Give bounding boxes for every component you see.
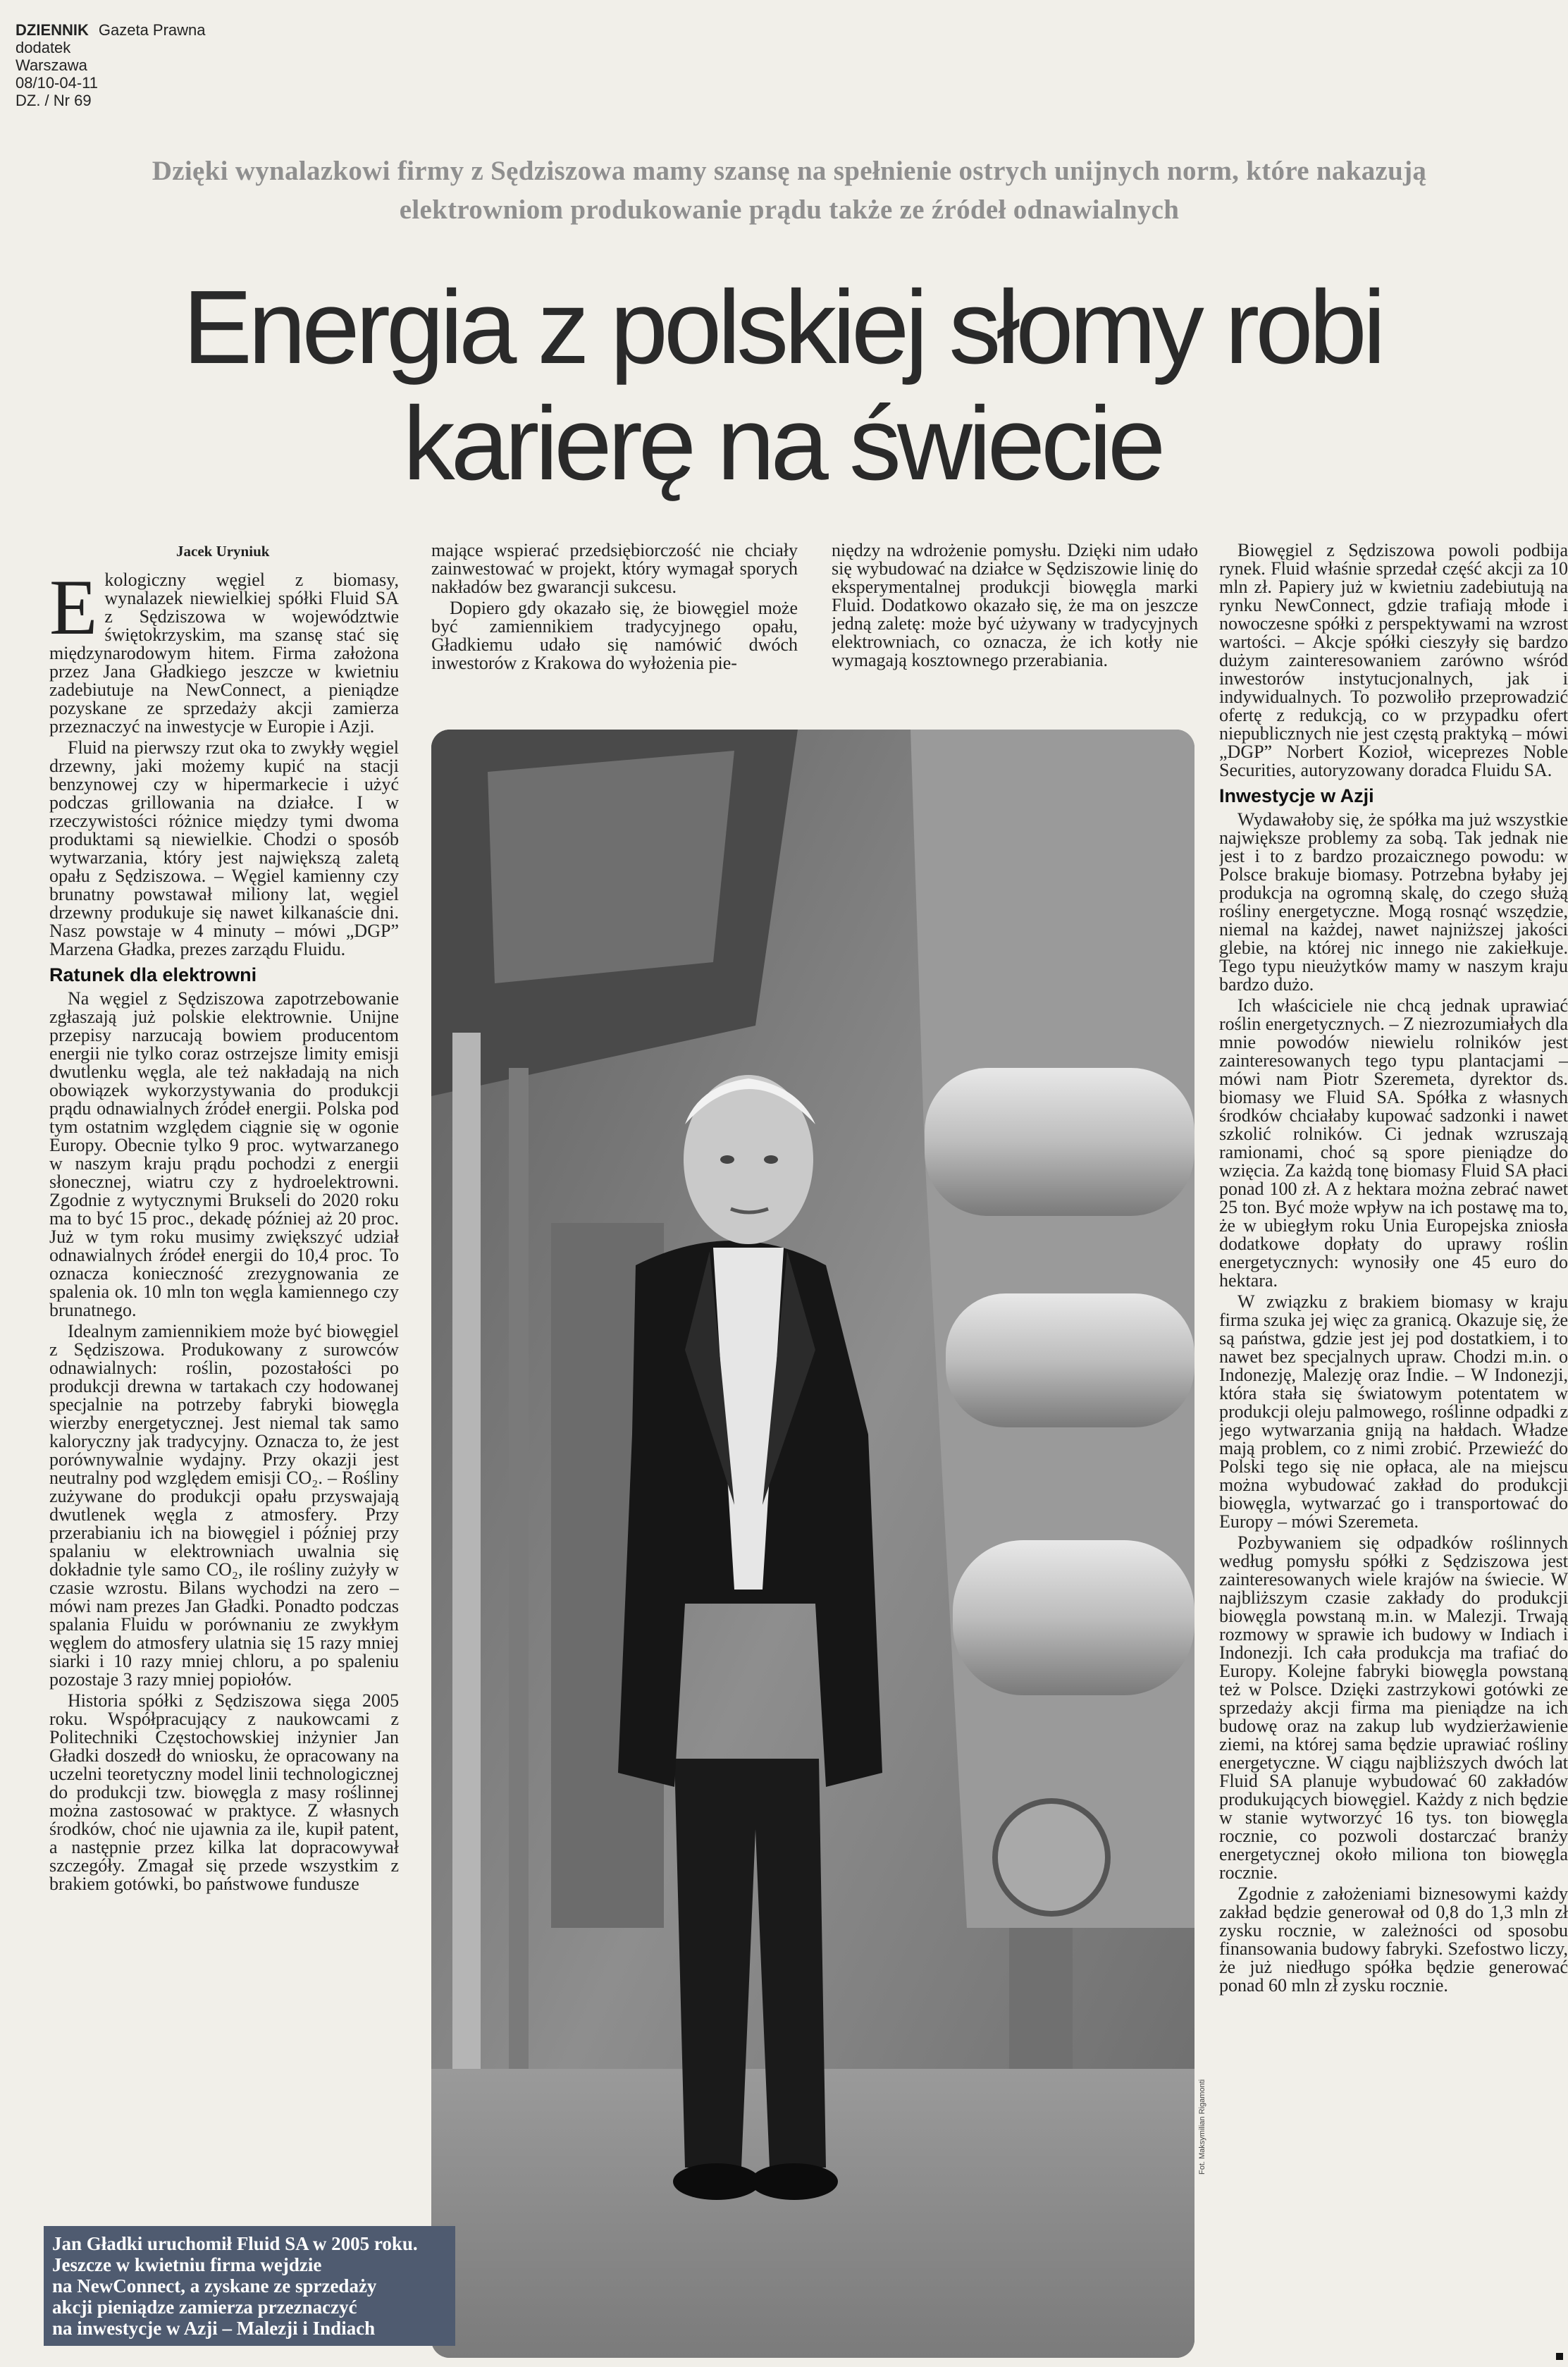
end-mark [1556,2353,1563,2360]
masthead-city: Warszawa [16,56,87,74]
masthead [16,21,206,109]
paragraph: Wydawałoby się, że spółka ma już wszystkie największe problemy za sobą. Tak jednak nie jest i to z bardzo prozaicznego powodu: w Polsce brakuje biomasy. Potrzebna byłaby jej produkcja na ogromną skalę, do czego służą rośliny energetyczne. Mogą rosnąć wszędzie, niemal na każdej, nawet najniższej jakości glebie, na której nic innego nie zakiełkuje. Tego typu nieużytków mamy w naszym kraju bardzo dużo. [1219,809,1568,995]
paragraph: mające wspierać przedsiębiorczość nie chciały zainwestować w projekt, który wymagał sporych nakładów bez gwarancji sukcesu. [431,541,798,597]
caption-line: Jan Gładki uruchomił Fluid SA w 2005 roku. [52,2233,418,2254]
subheading: Inwestycje w Azji [1219,785,1374,806]
article-column-3 [832,541,1198,722]
photo-credit: Fot. Maksymilian Rigamonti [1198,2079,1206,2175]
caption-line: na NewConnect, a zyskane ze sprzedaży [52,2275,377,2297]
masthead-section: dodatek [16,39,71,56]
kicker [63,152,1515,229]
paragraph: Dopiero gdy okazało się, że biowęgiel może być zamiennikiem tradycyjnego opału, Gładkiemu udało się namówić dwóch inwestorów z Krakowa do wyłożenia pie- [431,598,798,673]
paragraph: Idealnym zamiennikiem może być biowęgiel z Sędziszowa. Produkowany z surowców odnawialnych: roślin, pozostałości po produkcji drewna w tartakach czy hodowanej specjalnie na potrzeby fabryki biowęgla wierzby energetycznej. Jest niemal tak samo kaloryczny jak tradycyjny. Oznacza to, że jest porównywalnie wydajny. Przy okazji jest neutralny pod względem emisji CO₂. – Rośliny zużywane do produkcji opału przyswajają dwutlenek węgla z atmosfery. Przy przerabianiu ich na biowęgiel i później przy spalaniu w elektrowniach uwalnia się dokładnie tyle samo CO₂, ile rośliny zużyły w czasie wzrostu. Bilans wychodzi na zero – mówi nam prezes Jan Gładki. Ponadto podczas spalania Fluidu w porównaniu ze zwykłym węglem do atmosfery ulatnia się 15 razy mniej siarki i 10 razy mniej chloru, a po spaleniu pozostaje 3 razy mniej popiołów. [49,1321,399,1690]
paragraph: kologiczny węgiel z biomasy, wynalazek niewielkiej spółki Fluid SA z Sędziszowa w województwie świętokrzyskim, ma szansę stać się międzynarodowym hitem. Firma założona przez Jana Gładkiego jeszcze w kwietniu zadebiutuje na NewConnect, a pieniądze pozyskane ze sprzedaży akcji zamierza przeznaczyć na inwestycje w Europie i Azji. [49,571,399,737]
article-column-1 [49,571,399,2256]
kicker-line-1: Dzięki wynalazkowi firmy z Sędziszowa mamy szansę na spełnienie ostrych unijnych norm, które nakazują [152,156,1427,186]
paragraph: Pozbywaniem się odpadków roślinnych według pomysłu spółki z Sędziszowa jest zainteresowanych wiele krajów na świecie. W najbliższym czasie zakłady do produkcji biowęgla powstaną m.in. w Malezji. Trwają rozmowy w sprawie ich budowy w Indiach i Indonezji. Ich cała produkcja ma trafiać do Europy. Kolejne fabryki biowęgla powstaną też w Polsce. Dzięki zastrzykowi gotówki ze sprzedaży akcji firma ma pieniądze na ich budowę oraz na zakup lub wydzierżawienie ziemi, na której sama będzie uprawiać rośliny energetyczne. W ciągu najbliższych dwóch lat Fluid SA planuje wybudować 60 zakładów produkujących biowęgiel. Każdy z nich będzie w stanie wytworzyć 16 tys. ton biowęgla rocznie, co pozwoli dostarczać branży energetycznej około miliona ton biowęgla rocznie. [1219,1532,1568,1883]
article-column-2 [431,541,798,722]
headline [70,269,1494,502]
article-photo [431,730,1194,2358]
paragraph: W związku z brakiem biomasy w kraju firma szuka jej więc za granicą. Okazuje się, że są państwa, gdzie jest jej pod dostatkiem, i to nawet bez specjalnych upraw. Chodzi m.in. o Indonezję, Malezję oraz Indie. – W Indonezji, która stała się światowym potentatem w produkcji oleju palmowego, roślinne odpadki z jego wytwarzania gniją na hałdach. Władze mają problem, co z nimi zrobić. Przewieźć do Polski tego się nie opłaca, ale na miejscu można wybudować zakład do produkcji biowęgla, wytwarzać go i transportować do Europy – mówi Szeremeta. [1219,1291,1568,1532]
paragraph: Ich właściciele nie chcą jednak uprawiać roślin energetycznych. – Z niezrozumiałych dla mnie powodów niewielu rolników jest zainteresowanych tego typu plantacjami – mówi nam Piotr Szeremeta, dyrektor ds. biomasy we Fluid SA. Spółka z własnych środków chciałaby kupować sadzonki i nawet szkolić rolników. Ci jednak wzruszają ramionami, choć są spore pieniądze do wzięcia. Za każdą tonę biomasy Fluid SA płaci ponad 100 zł. A z hektara można zebrać nawet 25 ton. Być może wpływ na ich postawę ma to, że w ubiegłym roku Unia Europejska zniosła dodatkowe dopłaty do uprawy roślin energetycznych: wynosiły one 45 euro do hektara. [1219,995,1568,1291]
masthead-title: DZIENNIK [16,21,89,39]
paragraph: Na węgiel z Sędziszowa zapotrzebowanie zgłaszają już polskie elektrownie. Unijne przepisy narzucają bowiem producentom energii nie tylko coraz ostrzejsze limity emisji dwutlenku węgla, ale też nakładają na nich obowiązek wykorzystywania do produkcji prądu odnawialnych źródeł energii. Polska pod tym ostatnim względem ciągnie się w ogonie Europy. Obecnie tylko 9 proc. wytwarzanego w naszym kraju prądu pochodzi z energii słonecznej, wiatru czy z hydroelektrowni. Zgodnie z wytycznymi Brukseli do 2020 roku ma to być 15 proc., dekadę później aż 20 proc. Już w tym roku musimy zwiększyć udział odnawialnych źródeł energii do 10,4 proc. To oznacza konieczność zrezygnowania ze spalenia ok. 10 mln ton węgla kamiennego czy brunatnego. [49,988,399,1320]
paragraph: Zgodnie z założeniami biznesowymi każdy zakład będzie generował od 0,8 do 1,3 mln zł zysku rocznie, w zależności od sposobu finansowania budowy fabryki. Szefostwo liczy, że już niedługo spółka będzie generować ponad 60 mln zł zysku rocznie. [1219,1883,1568,1996]
caption-line: akcji pieniądze zamierza przeznaczyć [52,2297,357,2318]
drop-cap: E [49,571,98,651]
headline-line-2: karierę na świecie [402,386,1162,502]
photo-caption [44,2226,455,2346]
headline-line-1: Energia z polskiej słomy robi [183,269,1382,386]
kicker-line-2: elektrowniom produkowanie prądu także ze źródeł odnawialnych [399,195,1180,225]
caption-line: Jeszcze w kwietniu firma wejdzie [52,2254,322,2275]
caption-line: na inwestycje w Azji – Malezji i Indiach [52,2318,376,2339]
byline: Jacek Uryniuk [176,543,270,560]
masthead-date: 08/10-04-11 [16,74,99,92]
masthead-publication: Gazeta Prawna [98,21,206,39]
article-column-4 [1219,541,1568,2367]
masthead-issue: DZ. / Nr 69 [16,92,92,109]
paragraph: niędzy na wdrożenie pomysłu. Dzięki nim udało się wybudować na działce w Sędziszowie linię do eksperymentalnej produkcji biowęgla marki Fluid. Dodatkowo okazało się, że ma on jeszcze jedną zaletę: może być używany w tradycyjnych elektrowniach, co oznacza, że ich kotły nie wymagają kosztownego przerabiania. [832,541,1198,670]
photo-illustration [431,730,1194,2358]
subheading: Ratunek dla elektrowni [49,964,257,985]
paragraph: Historia spółki z Sędziszowa sięga 2005 roku. Współpracujący z naukowcami z Politechniki Częstochowskiej inżynier Jan Gładki doszedł do wniosku, że opracowany na uczelni teoretyczny model linii technologicznej do produkcji tzw. biowęgla z masy roślinnej można zastosować w praktyce. Z własnych środków, choć nie ujawnia za ile, kupił patent, a następnie przez kilka lat dopracowywał szczegóły. Zmagał się przede wszystkim z brakiem gotówki, bo państwowe fundusze [49,1690,399,1894]
paragraph: Biowęgiel z Sędziszowa powoli podbija rynek. Fluid właśnie sprzedał część akcji za 10 mln zł. Papiery już w kwietniu zadebiutują na rynku NewConnect, gdzie trafiają młode i nowoczesne spółki z perspektywami na wzrost wartości. – Akcje spółki cieszyły się bardzo dużym zainteresowaniem zarówno wśród inwestorów instytucjonalnych, jak i indywidualnych. To pozwoliło przeprowadzić ofertę z redukcją, co w przypadku ofert niepublicznych nie jest częstą praktyką – mówi „DGP” Norbert Kozioł, wiceprezes Noble Securities, autoryzowany doradca Fluidu SA. [1219,541,1568,780]
paragraph: Fluid na pierwszy rzut oka to zwykły węgiel drzewny, jaki możemy kupić na stacji benzynowej czy w hipermarkecie i użyć podczas grillowania na działce. I w rzeczywistości różnice między tymi dwoma produktami są niewielkie. Chodzi o sposób wytwarzania, który jest największą zaletą opału z Sędziszowa. – Węgiel kamienny czy brunatny powstawał miliony lat, węgiel drzewny produkuje się nawet kilkanaście dni. Nasz powstaje w 4 minuty – mówi „DGP” Marzena Gładka, prezes zarządu Fluidu. [49,737,399,959]
